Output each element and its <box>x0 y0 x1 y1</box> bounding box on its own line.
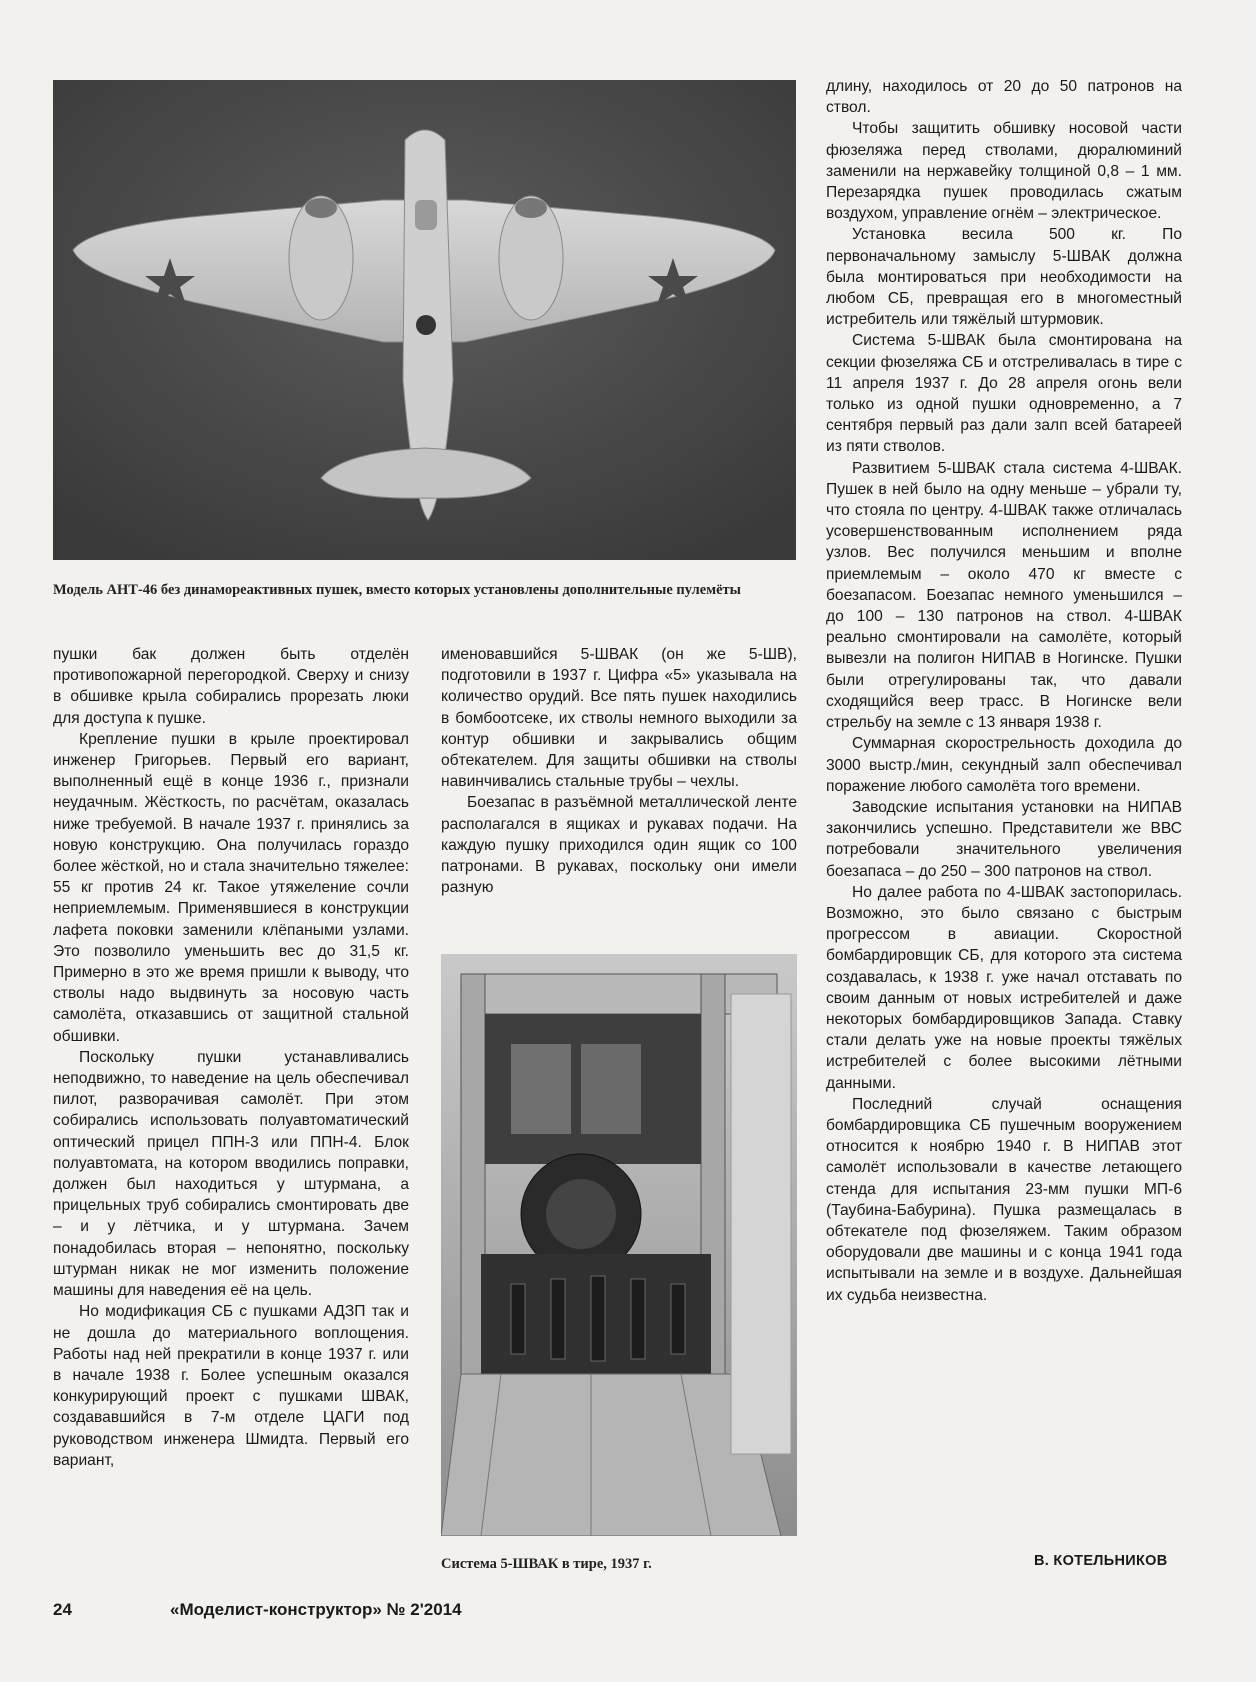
paragraph: длину, находилось от 20 до 50 патронов на ствол. <box>826 78 1182 117</box>
article-column-left <box>53 644 409 1471</box>
paragraph: Развитием 5-ШВАК стала система 4-ШВАК. Пушек в ней было на одну меньше – убрали ту, что стояла по центру. 4-ШВАК также отличалась усовершенствованным исполнением ряда узлов. Вес получился меньшим и вполне приемлемым – около 470 кг вместе с боезапасом. Боезапас немного уменьшился – до 100 – 130 патронов на ствол. 4-ШВАК реально смонтировали на самолёте, который вывезли на полигон НИПАВ в Ногинске. Пушки были отрегулированы так, что давали сходящийся веер трасс. В Ногинске вели стрельбу на земле с 13 января 1938 г. <box>826 459 1182 732</box>
paragraph: Суммарная скорострельность доходила до 3000 выстр./мин, секундный залп обеспечивал поражение любого самолёта того времени. <box>826 735 1182 795</box>
article-column-right <box>826 76 1182 1306</box>
test-photo-caption: Система 5-ШВАК в тире, 1937 г. <box>441 1556 652 1572</box>
paragraph: именовавшийся 5-ШВАК (он же 5-ШВ), подготовили в 1937 г. Цифра «5» указывала на количество орудий. Все пять пушек находились в бомбоотсеке, их стволы немного выходили за контур обшивки и закрывались общим обтекателем. Для защиты обшивки на стволы навинчивались стальные трубы – чехлы. <box>441 646 797 791</box>
author-signature: В. КОТЕЛЬНИКОВ <box>1034 1553 1168 1569</box>
paragraph: Поскольку пушки устанавливались неподвижно, то наведение на цель обеспечивал пилот, разворачивая самолёт. При этом собирались использовать полуавтоматический оптический прицел ППН-3 или ППН-4. Блок полуавтомата, на котором вводились поправки, должен был находиться у штурмана, а прицельных труб собирались смонтировать две – и у лётчика, и у штурмана. Зачем понадобилась вторая – непонятно, поскольку штурман никак не мог изменить положение машины для наведения её на цель. <box>53 1048 409 1300</box>
paragraph: Система 5-ШВАК была смонтирована на секции фюзеляжа СБ и отстреливалась в тире с 11 апреля 1937 г. До 28 апреля огонь вели только из одной пушки одновременно, а 7 сентября первый раз дали залп всей батареей из пяти стволов. <box>826 332 1182 456</box>
test-stand-photo <box>441 954 797 1536</box>
paragraph: пушки бак должен быть отделён противопожарной перегородкой. Сверху и снизу в обшивке крыла собирались прорезать люки для доступа к пушке. <box>53 646 409 727</box>
paragraph: Крепление пушки в крыле проектировал инженер Григорьев. Первый его вариант, выполненный ещё в конце 1936 г., признали неудачным. Жёсткость, по расчётам, оказалась ниже требуемой. В начале 1937 г. принялись за новую конструкцию. Она получилась гораздо более жёсткой, но и стала значительно тяжелее: 55 кг против 24 кг. Такое утяжеление сочли неприемлемым. Применявшиеся в конструкции лафета поковки заменили клёпаными узлами. Это позволило уменьшить вес до 31,5 кг. Примерно в это же время пришли к выводу, что стволы надо выдвинуть за носовую часть самолёта, отказавшись от защитной стальной обшивки. <box>53 730 409 1045</box>
paragraph: Заводские испытания установки на НИПАВ закончились успешно. Представители же ВВС потребовали значительного увеличения боезапаса – до 250 – 300 патронов на ствол. <box>826 798 1182 880</box>
page-number: 24 <box>53 1600 72 1619</box>
magazine-issue: «Моделист-конструктор» № 2'2014 <box>170 1600 462 1619</box>
article-column-middle <box>441 644 797 898</box>
paragraph: Последний случай оснащения бомбардировщика СБ пушечным вооружением относится к ноябрю 1940 г. В НИПАВ этот самолёт использовали в качестве летающего стенда для испытания 23-мм пушки МП-6 (Таубина-Бабурина). Пушка размещалась в обтекателе под фюзеляжем. Таким образом оборудовали две машины и с конца 1941 года испытывали на земле и в воздухе. Дальнейшая их судьба неизвестна. <box>826 1095 1182 1304</box>
model-photo-caption: Модель АНТ-46 без динамореактивных пушек, вместо которых установлены дополнительные пулемёты <box>53 582 741 598</box>
paragraph: Но далее работа по 4-ШВАК застопорилась. Возможно, это было связано с быстрым прогрессом в авиации. Скоростной бомбардировщик СБ, для которого эта система создавалась, к 1938 г. уже начал отставать по своим данным от новых истребителей и даже некоторых бомбардировщиков Запада. Ставку стали делать уже на новые проекты тяжёлых истребителей с более высокими лётными данными. <box>826 883 1182 1092</box>
paragraph: Боезапас в разъёмной металлической ленте располагался в ящиках и рукавах подачи. На каждую пушку приходился один ящик со 100 патронами. В рукавах, поскольку они имели разную <box>441 794 797 897</box>
paragraph: Но модификация СБ с пушками АДЗП так и не дошла до материального воплощения. Работы над ней прекратили в конце 1937 г. или в начале 1938 г. Более успешным оказался конкурирующий проект с пушками ШВАК, создававшийся в 7-м отделе ЦАГИ под руководством инженера Шмидта. Первый его вариант, <box>53 1303 409 1469</box>
gun-installation-illustration <box>441 954 797 1536</box>
aircraft-model-illustration <box>53 80 796 560</box>
paragraph: Установка весила 500 кг. По первоначальному замыслу 5-ШВАК должна была монтироваться при необходимости на любом СБ, превращая его в многоместный истребитель или тяжёлый штурмовик. <box>826 226 1182 329</box>
paragraph: Чтобы защитить обшивку носовой части фюзеляжа перед стволами, дюралюминий заменили на нержавейку толщиной 0,8 – 1 мм. Перезарядка пушек проводилась сжатым воздухом, управление огнём – электрическое. <box>826 120 1182 223</box>
aircraft-model-photo <box>53 80 796 560</box>
